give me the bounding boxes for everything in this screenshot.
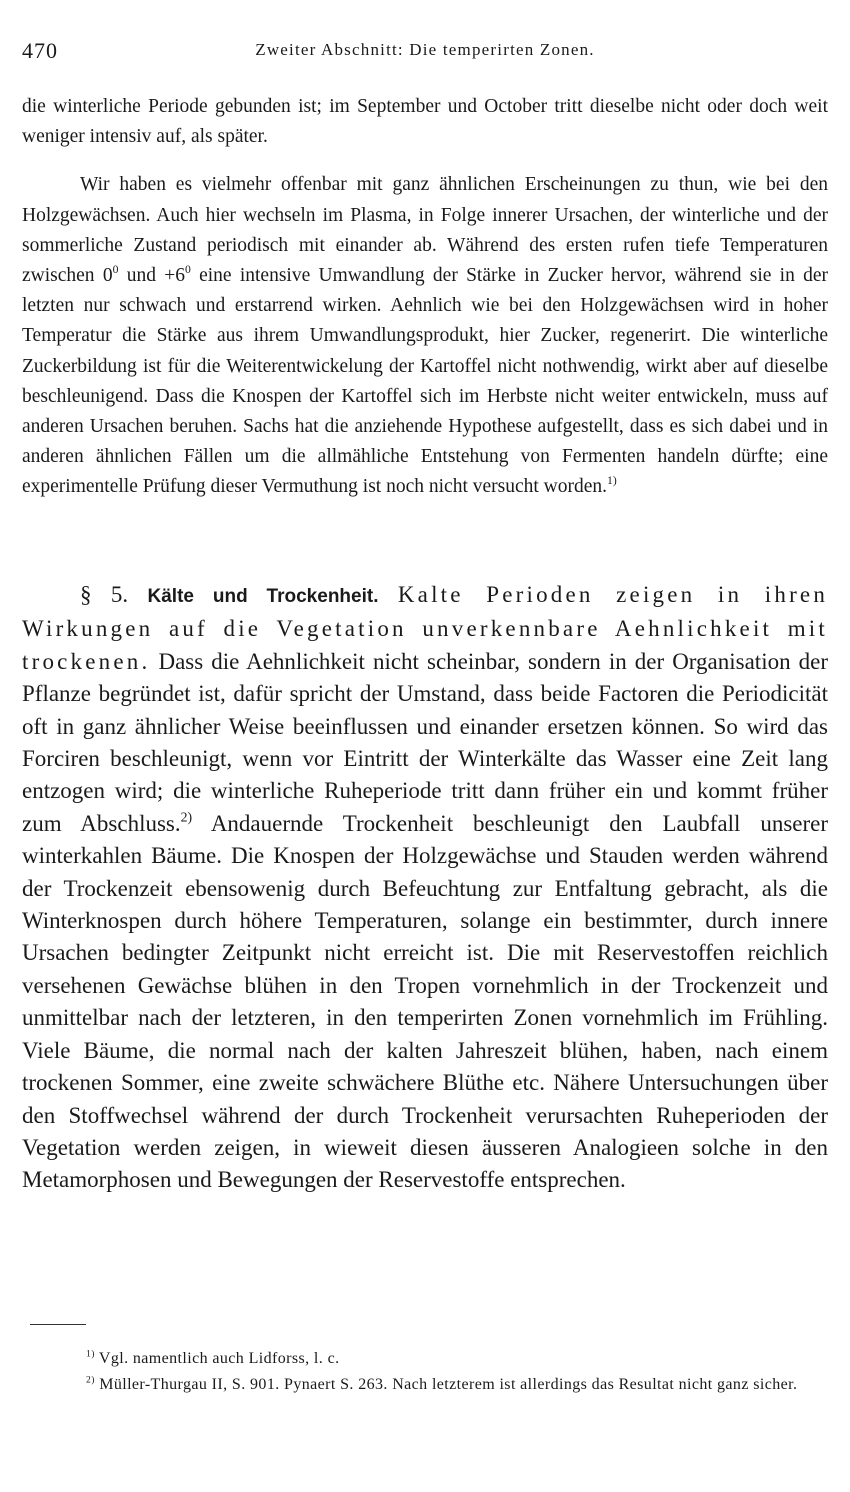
small-text-block [22, 92, 828, 503]
footnote-rule [30, 1324, 86, 1325]
footnote-1 [22, 1346, 828, 1372]
section-text: Dass die Aehnlichkeit nicht scheinbar, sondern in der Organisation der Pflanze begründet ist, dafür spricht der Umstand, dass beide Factoren die Periodicität oft in ganz ähnlicher Weise beeinflussen und einander ersetzen können. So wird das Forciren beschleunigt, wenn vor Eintritt der Winterkälte das Wasser eine Zeit lang entzogen wird; die winterliche Ruheperiode tritt dann früher ein und kommt früher zum Abschluss. [22, 648, 828, 836]
section-lead-sentence: Kalte Perioden zeigen in ihren Wirkungen auf die Vegetation unverkennbare Aehnlichkeit mit trockenen. [22, 582, 829, 674]
paragraph-text: und +6 [118, 265, 185, 287]
footnote-marker: 1) [86, 1348, 95, 1360]
section-5 [22, 579, 828, 1197]
footnotes [22, 1346, 828, 1397]
page-number: 470 [22, 38, 58, 63]
footnote-marker: 2) [86, 1373, 95, 1385]
footnote-reference: 1) [607, 474, 617, 488]
paragraph-text: eine intensive Umwandlung der Stärke in Zucker hervor, während sie in der letzten nur schwach und erstarrend wirken. Aehnlich wie bei den Holzgewächsen wird in hoher Temperatur die Stärke aus ihrem Umwandlungsprodukt, hier Zucker, regenerirt. Die winterliche Zuckerbildung ist für die Weiterentwickelung der Kartoffel nicht nothwendig, wirkt aber auf dieselbe beschleunigend. Dass die Knospen der Kartoffel sich im Herbste nicht weiter entwickeln, muss auf anderen Ursachen beruhen. Sachs hat die anziehende Hypothese aufgestellt, dass es sich dabei und in anderen ähnlichen Fällen um die allmähliche Entstehung von Fermenten handeln dürfte; eine experimentelle Prüfung dieser Vermuthung ist noch nicht versucht worden. [22, 265, 829, 498]
running-head [22, 38, 828, 64]
paragraph-text: Wir haben es vielmehr offenbar mit ganz ähnlichen Erscheinungen zu thun, wie bei den Holzgewächsen. Auch hier wechseln im Plasma, in Folge innerer Ursachen, der winterliche und der sommerliche Zustand periodisch mit einander ab. Während des ersten rufen tiefe Temperaturen zwischen 0 [22, 174, 828, 287]
section-5-paragraph [22, 579, 828, 1197]
degree-sign: 0 [112, 262, 119, 276]
section-heading: Kälte und Trockenheit. [147, 586, 379, 607]
continuation-paragraph: die winterliche Periode gebunden ist; im September und October tritt dieselbe nicht oder doch weit weniger intensiv auf, als später. [22, 96, 828, 148]
footnote-2 [22, 1372, 828, 1398]
running-title: Zweiter Abschnitt: Die temperirten Zonen. [255, 40, 595, 59]
degree-sign: 0 [184, 262, 191, 276]
section-text: Andauernde Trockenheit beschleunigt den Laubfall unserer winterkahlen Bäume. Die Knospen der Holzgewächse und Stauden werden während der Trockenzeit ebensowenig durch Befeuchtung zur Entfaltung gebracht, als die Winterknospen durch höhere Temperaturen, solange ein bestimmter, durch innere Ursachen bedingter Zeitpunkt nicht erreicht ist. Die mit Reservestoffen reichlich versehenen Gewächse blühen in den Tropen vornehmlich in der Trockenzeit und unmittelbar nach der letzteren, in den temperirten Zonen vornehmlich im Frühling. Viele Bäume, die normal nach der kalten Jahreszeit blühen, haben, nach einem trockenen Sommer, eine zweite schwächere Blüthe etc. Nähere Untersuchungen über den Stoffwechsel während der durch Trockenheit verursachten Ruheperioden der Vegetation werden zeigen, in wieweit diesen äusseren Analogieen solche in den Metamorphosen und Bewegungen der Reservestoffe entsprechen. [22, 810, 829, 1193]
paragraph-plasma [22, 170, 828, 502]
section-number: § 5. [80, 582, 129, 607]
footnote-reference: 2) [180, 809, 193, 825]
footnote-text: Müller-Thurgau II, S. 901. Pynaert S. 263. Nach letzterem ist allerdings das Resultat nicht ganz sicher. [94, 1375, 798, 1393]
footnote-text: Vgl. namentlich auch Lidforss, l. c. [94, 1350, 340, 1367]
